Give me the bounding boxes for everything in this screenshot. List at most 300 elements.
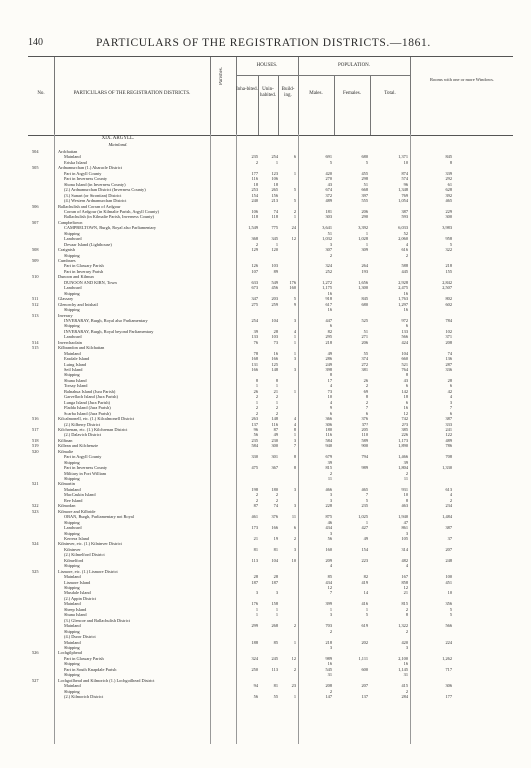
cell-inh: 137 xyxy=(251,421,258,427)
cell-fem: 555 xyxy=(361,198,368,204)
cell-tot: 1,371 xyxy=(398,154,408,160)
table-row xyxy=(28,372,513,377)
cell-uni: 254 xyxy=(271,154,278,160)
cell-name: Kilmelford xyxy=(64,557,84,563)
cell-tot: 1,322 xyxy=(398,623,408,629)
cell-tot: 167 xyxy=(401,574,408,580)
cell-tot: 445 xyxy=(401,268,408,274)
cell-name: Campbeltown xyxy=(58,219,83,225)
cell-mal: 73 xyxy=(327,388,332,394)
cell-name: CAMPBELTOWN, Burgh, Royal also Parliamentary xyxy=(64,225,157,231)
cell-tot: 6 xyxy=(405,383,408,389)
cell-win: 356 xyxy=(445,601,452,607)
cell-fem: 374 xyxy=(361,356,368,362)
cell-mal: 7 xyxy=(329,590,332,596)
cell-uni: 81 xyxy=(273,546,278,552)
cell-bld: 11 xyxy=(291,514,296,520)
table-row xyxy=(28,394,513,399)
cell-inh: 94 xyxy=(253,683,258,689)
cell-inh: 8 xyxy=(255,377,258,383)
cell-bld: 1 xyxy=(293,334,296,340)
cell-win: 602 xyxy=(445,301,452,307)
cell-mal: 181 xyxy=(325,208,332,214)
table-row xyxy=(28,672,513,677)
cell-fem: 223 xyxy=(361,557,368,563)
table-row xyxy=(28,585,513,590)
cell-uni: 259 xyxy=(271,301,278,307)
cell-bld: 3 xyxy=(293,546,296,552)
cell-tot: 226 xyxy=(401,432,408,438)
cell-name: Shipping xyxy=(64,459,80,465)
cell-uni: 89 xyxy=(273,268,278,274)
cell-tot: 3 xyxy=(405,644,408,650)
cell-fem: 525 xyxy=(361,317,368,323)
cell-fem: 49 xyxy=(363,535,368,541)
cell-bld: 5 xyxy=(293,198,296,204)
cell-fem: 989 xyxy=(361,465,368,471)
col-females: Females. xyxy=(343,91,361,96)
cell-tot: 16 xyxy=(403,661,408,667)
table-row xyxy=(28,345,513,350)
cell-name: Torsay Island xyxy=(64,383,88,389)
cell-tot: 4 xyxy=(405,241,408,247)
cell-bld: 1 xyxy=(293,694,296,699)
cell-name: Landward xyxy=(64,236,82,242)
cell-name: Shona Island (in Inverness County) xyxy=(64,181,126,187)
table-row xyxy=(28,536,513,541)
cell-uni: 376 xyxy=(271,514,278,520)
cell-mal: 8 xyxy=(329,372,332,378)
cell-fem: 271 xyxy=(361,334,368,340)
cell-inh: 584 xyxy=(251,443,258,449)
cell-inh: 78 xyxy=(253,350,258,356)
cell-uni: 2 xyxy=(275,497,278,503)
cell-uni: 19 xyxy=(273,535,278,541)
cell-tot: 47 xyxy=(403,519,408,525)
col-total: Total. xyxy=(384,91,396,96)
cell-tot: 769 xyxy=(401,192,408,198)
cell-uni: 1 xyxy=(275,399,278,405)
cell-tot: 482 xyxy=(401,557,408,563)
cell-mal: 303 xyxy=(325,214,332,220)
table-row xyxy=(28,280,513,285)
cell-win: 802 xyxy=(445,296,452,302)
cell-no: 508 xyxy=(32,247,39,253)
cell-no: 506 xyxy=(32,203,39,209)
table-row xyxy=(28,209,513,214)
cell-mal: 249 xyxy=(325,361,332,367)
cell-mal: 420 xyxy=(325,170,332,176)
cell-fem: 1,028 xyxy=(358,236,368,242)
cell-inh: 176 xyxy=(251,601,258,607)
cell-uni: 156 xyxy=(271,192,278,198)
cell-no: 511 xyxy=(32,296,39,302)
cell-name: Fladda Island (Jura Parish) xyxy=(64,405,111,411)
cell-mal: 617 xyxy=(325,301,332,307)
cell-uni: 549 xyxy=(271,279,278,285)
cell-win: 387 xyxy=(445,525,452,531)
cell-name: Kilninver xyxy=(64,546,81,552)
cell-no: 507 xyxy=(32,219,39,225)
cell-name: OBAN, Burgh, Parliamentary not Royal xyxy=(64,514,134,520)
table-row xyxy=(28,253,513,258)
cell-win: 102 xyxy=(445,328,452,334)
cell-bld: 1 xyxy=(293,639,296,645)
cell-tot: 1,804 xyxy=(398,465,408,471)
cell-fem: 1,656 xyxy=(358,279,368,285)
cell-name: Kilninver, etc. (1.) Kilninver District xyxy=(58,541,122,547)
cell-name: Shipping xyxy=(64,530,80,536)
table-row xyxy=(28,193,513,198)
cell-inh: 198 xyxy=(251,486,258,492)
table-row xyxy=(28,214,513,219)
cell-tot: 284 xyxy=(401,694,408,699)
cell-uni: 1 xyxy=(275,383,278,389)
cell-name: Musdale Island xyxy=(64,590,91,596)
cell-bld: 3 xyxy=(293,437,296,443)
cell-mal: 270 xyxy=(325,176,332,182)
cell-mal: 679 xyxy=(325,454,332,460)
cell-mal: 691 xyxy=(325,154,332,160)
cell-mal: 989 xyxy=(325,655,332,661)
cell-fem: 1 xyxy=(365,519,368,525)
cell-inh: 368 xyxy=(251,236,258,242)
cell-name: Shipping xyxy=(64,252,80,258)
cell-tot: 858 xyxy=(401,579,408,585)
cell-tot: 18 xyxy=(403,394,408,400)
cell-mal: 16 xyxy=(327,290,332,296)
cell-mal: 218 xyxy=(325,639,332,645)
cell-win: 333 xyxy=(445,421,452,427)
cell-uni: 2 xyxy=(275,410,278,416)
cell-no: 505 xyxy=(32,165,39,171)
cell-win: 6 xyxy=(449,383,452,389)
cell-inh: 21 xyxy=(253,535,258,541)
cell-name: Kilmodan xyxy=(58,503,76,509)
cell-name: (2.) Kilmelford District xyxy=(64,552,105,558)
cell-name: Shipping xyxy=(64,672,80,678)
cell-mal: 2 xyxy=(329,628,332,634)
cell-mal: 49 xyxy=(327,350,332,356)
cell-fem: 235 xyxy=(361,503,368,509)
cell-bld: 5 xyxy=(293,296,296,302)
cell-tot: 96 xyxy=(403,181,408,187)
cell-mal: 6 xyxy=(329,323,332,329)
cell-win: 465 xyxy=(445,198,452,204)
cell-tot: 1,145 xyxy=(398,666,408,672)
cell-win: 74 xyxy=(447,350,452,356)
table-row xyxy=(28,634,513,639)
cell-tot: 6,033 xyxy=(398,225,408,231)
cell-win: 10 xyxy=(447,590,452,596)
cell-tot: 6 xyxy=(405,323,408,329)
cell-uni: 74 xyxy=(273,503,278,509)
cell-uni: 28 xyxy=(273,574,278,580)
cell-bld: 10 xyxy=(291,557,296,563)
table-row xyxy=(28,307,513,312)
cell-mal: 398 xyxy=(325,367,332,372)
table-row xyxy=(28,498,513,503)
cell-tot: 105 xyxy=(401,535,408,541)
cell-uni: 2 xyxy=(275,492,278,498)
table-row xyxy=(28,383,513,388)
table-row xyxy=(28,291,513,296)
table-row xyxy=(28,198,513,203)
cell-bld: 3 xyxy=(293,503,296,509)
cell-win: 4 xyxy=(449,394,452,400)
cell-mal: 31 xyxy=(327,672,332,678)
cell-win: 708 xyxy=(445,454,452,460)
cell-fem: 416 xyxy=(361,601,368,607)
cell-bld: 12 xyxy=(291,236,296,242)
cell-inh: 133 xyxy=(251,334,258,340)
cell-tot: 2,060 xyxy=(398,236,408,242)
table-body xyxy=(28,134,513,744)
table-row xyxy=(28,443,513,448)
table-row xyxy=(28,389,513,394)
cell-fem: 264 xyxy=(361,263,368,269)
cell-mal: 1,032 xyxy=(322,236,332,242)
cell-mal: 51 xyxy=(327,230,332,236)
cell-name: Seil Island xyxy=(64,367,83,372)
cell-uni: 106 xyxy=(271,176,278,182)
cell-mal: 815 xyxy=(325,465,332,471)
cell-win: 155 xyxy=(445,268,452,274)
cell-win: 37 xyxy=(447,535,452,541)
cell-mal: 3,641 xyxy=(322,225,332,231)
section-heading: XIX. ARGYLL. xyxy=(101,136,135,141)
cell-tot: 616 xyxy=(401,247,408,253)
cell-fem: 7 xyxy=(365,405,368,411)
cell-inh: 116 xyxy=(251,176,258,182)
cell-mal: 218 xyxy=(325,339,332,345)
cell-inh: 633 xyxy=(251,279,258,285)
cell-tot: 588 xyxy=(401,263,408,269)
cell-uni: 158 xyxy=(271,601,278,607)
cell-tot: 1,348 xyxy=(398,187,408,193)
col-houses: HOUSES. xyxy=(256,63,278,68)
table-row xyxy=(28,263,513,268)
cell-name: Landward xyxy=(64,525,82,531)
cell-uni: 113 xyxy=(271,666,278,672)
cell-bld: 23 xyxy=(291,683,296,689)
cell-fem: 309 xyxy=(361,247,368,253)
cell-inh: 475 xyxy=(251,465,258,471)
cell-bld: 2 xyxy=(293,535,296,541)
cell-name: Kilmalie xyxy=(58,448,74,454)
table-row xyxy=(28,285,513,290)
cell-no: 522 xyxy=(32,503,39,509)
cell-tot: 16 xyxy=(403,307,408,313)
table-header xyxy=(28,56,513,136)
cell-fem: 2 xyxy=(365,383,368,389)
table-row xyxy=(28,623,513,628)
cell-uni: 55 xyxy=(273,694,278,699)
cell-tot: 764 xyxy=(401,367,408,372)
cell-win: 122 xyxy=(445,432,452,438)
cell-mal: 208 xyxy=(325,683,332,689)
cell-fem: 1,300 xyxy=(358,285,368,291)
cell-uni: 87 xyxy=(273,426,278,432)
cell-name: Mainland xyxy=(64,639,81,645)
table-row xyxy=(28,149,513,154)
table-row xyxy=(28,503,513,508)
cell-win: 339 xyxy=(445,170,452,176)
cell-fem: 5 xyxy=(365,497,368,503)
cell-win: 845 xyxy=(445,154,452,160)
cell-mal: 703 xyxy=(325,623,332,629)
cell-name: Shipping xyxy=(64,563,80,569)
cell-mal: 489 xyxy=(325,198,332,204)
cell-win: 218 xyxy=(445,263,452,269)
cell-name: Shuna Island xyxy=(64,377,87,383)
cell-fem: 290 xyxy=(361,214,368,220)
cell-bld: 8 xyxy=(293,465,296,471)
cell-win: 100 xyxy=(445,574,452,580)
cell-win: 613 xyxy=(445,486,452,492)
table-row xyxy=(28,411,513,416)
cell-uni: 775 xyxy=(271,225,278,231)
cell-fem: 14 xyxy=(363,590,368,596)
cell-inh: 235 xyxy=(251,437,258,443)
cell-mal: 180 xyxy=(325,426,332,432)
cell-mal: 16 xyxy=(327,307,332,313)
cell-name: Lismore, etc. (1.) Lismore District xyxy=(58,568,118,574)
table-row xyxy=(28,329,513,334)
cell-fem: 1 xyxy=(365,230,368,236)
cell-uni: 116 xyxy=(271,421,278,427)
cell-uni: 1 xyxy=(275,159,278,165)
table-row xyxy=(28,204,513,209)
cell-name: Military in Fort William xyxy=(64,470,107,476)
col-population: POPULATION. xyxy=(337,63,371,68)
cell-mal: 17 xyxy=(327,377,332,383)
cell-mal: 56 xyxy=(327,535,332,541)
cell-inh: 2 xyxy=(255,405,258,411)
cell-tot: 1,297 xyxy=(398,301,408,307)
cell-mal: 252 xyxy=(325,268,332,274)
cell-name: Ballachulish and Corran of Ardgour xyxy=(58,203,121,209)
cell-win: 287 xyxy=(445,361,452,367)
cell-fem: 8 xyxy=(365,394,368,400)
cell-bld: 5 xyxy=(293,187,296,193)
cell-bld: 176 xyxy=(289,279,296,285)
cell-bld: 3 xyxy=(293,486,296,492)
cell-mal: 324 xyxy=(325,263,332,269)
table-row xyxy=(28,563,513,568)
cell-mal: 306 xyxy=(325,421,332,427)
cell-tot: 521 xyxy=(401,361,408,367)
cell-win: 300 xyxy=(445,214,452,220)
cell-win: 136 xyxy=(445,356,452,362)
cell-fem: 202 xyxy=(361,639,368,645)
cell-tot: 463 xyxy=(401,503,408,509)
table-row xyxy=(28,552,513,557)
cell-bld: 2 xyxy=(293,623,296,629)
cell-inh: 2 xyxy=(255,394,258,400)
cell-name: Shipping xyxy=(64,688,80,694)
cell-win: 2,507 xyxy=(442,285,452,291)
cell-uni: 103 xyxy=(271,334,278,340)
cell-win: 392 xyxy=(445,192,452,198)
cell-no: 519 xyxy=(32,443,39,449)
cell-name: Shipping xyxy=(64,585,80,590)
cell-win: 4 xyxy=(449,492,452,498)
cell-win: 292 xyxy=(445,176,452,182)
cell-inh: 1 xyxy=(255,606,258,612)
table-row xyxy=(28,220,513,225)
cell-win: 2,842 xyxy=(442,279,452,285)
cell-inh: 18 xyxy=(253,181,258,187)
cell-uni: 456 xyxy=(271,285,278,291)
cell-name: (2.) Kilberry District xyxy=(64,421,101,427)
cell-fem: 154 xyxy=(361,546,368,552)
table-row xyxy=(28,525,513,530)
cell-inh: 240 xyxy=(251,198,258,204)
cell-no: 524 xyxy=(32,541,39,547)
cell-win: 42 xyxy=(447,388,452,394)
cell-tot: 2 xyxy=(405,470,408,476)
cell-name: Shuna Island xyxy=(64,612,87,618)
cell-name: (4.) Western Ardnamurchan District xyxy=(64,198,127,204)
cell-fem: 298 xyxy=(361,176,368,182)
cell-uni: 120 xyxy=(271,247,278,253)
cell-uni: 166 xyxy=(271,356,278,362)
cell-mal: 85 xyxy=(327,574,332,580)
cell-fem: 7 xyxy=(365,492,368,498)
cell-name: Part in Inverary Parish xyxy=(64,268,104,274)
cell-inh: 118 xyxy=(251,214,258,220)
cell-mal: 875 xyxy=(325,514,332,520)
cell-uni: 104 xyxy=(271,317,278,323)
table-row xyxy=(28,650,513,655)
cell-fem: 668 xyxy=(361,187,368,193)
table-row xyxy=(28,514,513,519)
cell-name: Mainland xyxy=(64,574,81,580)
cell-inh: 2 xyxy=(255,241,258,247)
col-no: No. xyxy=(37,91,45,96)
cell-bld: 1 xyxy=(293,388,296,394)
table-row xyxy=(28,405,513,410)
table-row xyxy=(28,476,513,481)
cell-uni: 203 xyxy=(271,296,278,302)
cell-tot: 31 xyxy=(403,672,408,678)
table-row xyxy=(28,318,513,323)
cell-no: 517 xyxy=(32,426,39,432)
cell-no: 523 xyxy=(32,508,39,514)
cell-no: 526 xyxy=(32,650,39,656)
cell-uni: 125 xyxy=(271,361,278,367)
page-number: 140 xyxy=(28,37,43,48)
cell-inh: 673 xyxy=(251,285,258,291)
cell-bld: 24 xyxy=(291,225,296,231)
cell-inh: 168 xyxy=(251,356,258,362)
cell-no: 515 xyxy=(32,345,39,351)
table-row xyxy=(28,334,513,339)
table-row xyxy=(28,640,513,645)
cell-uni: 18 xyxy=(273,181,278,187)
cell-inh: 166 xyxy=(251,367,258,372)
table-row xyxy=(28,683,513,688)
cell-win: 28 xyxy=(447,377,452,383)
cell-mal: 209 xyxy=(325,557,332,563)
cell-uni: 187 xyxy=(271,579,278,585)
cell-inh: 173 xyxy=(251,525,258,531)
cell-inh: 113 xyxy=(251,557,258,563)
table-row xyxy=(28,165,513,170)
table-row xyxy=(28,656,513,661)
cell-tot: 4 xyxy=(405,563,408,569)
